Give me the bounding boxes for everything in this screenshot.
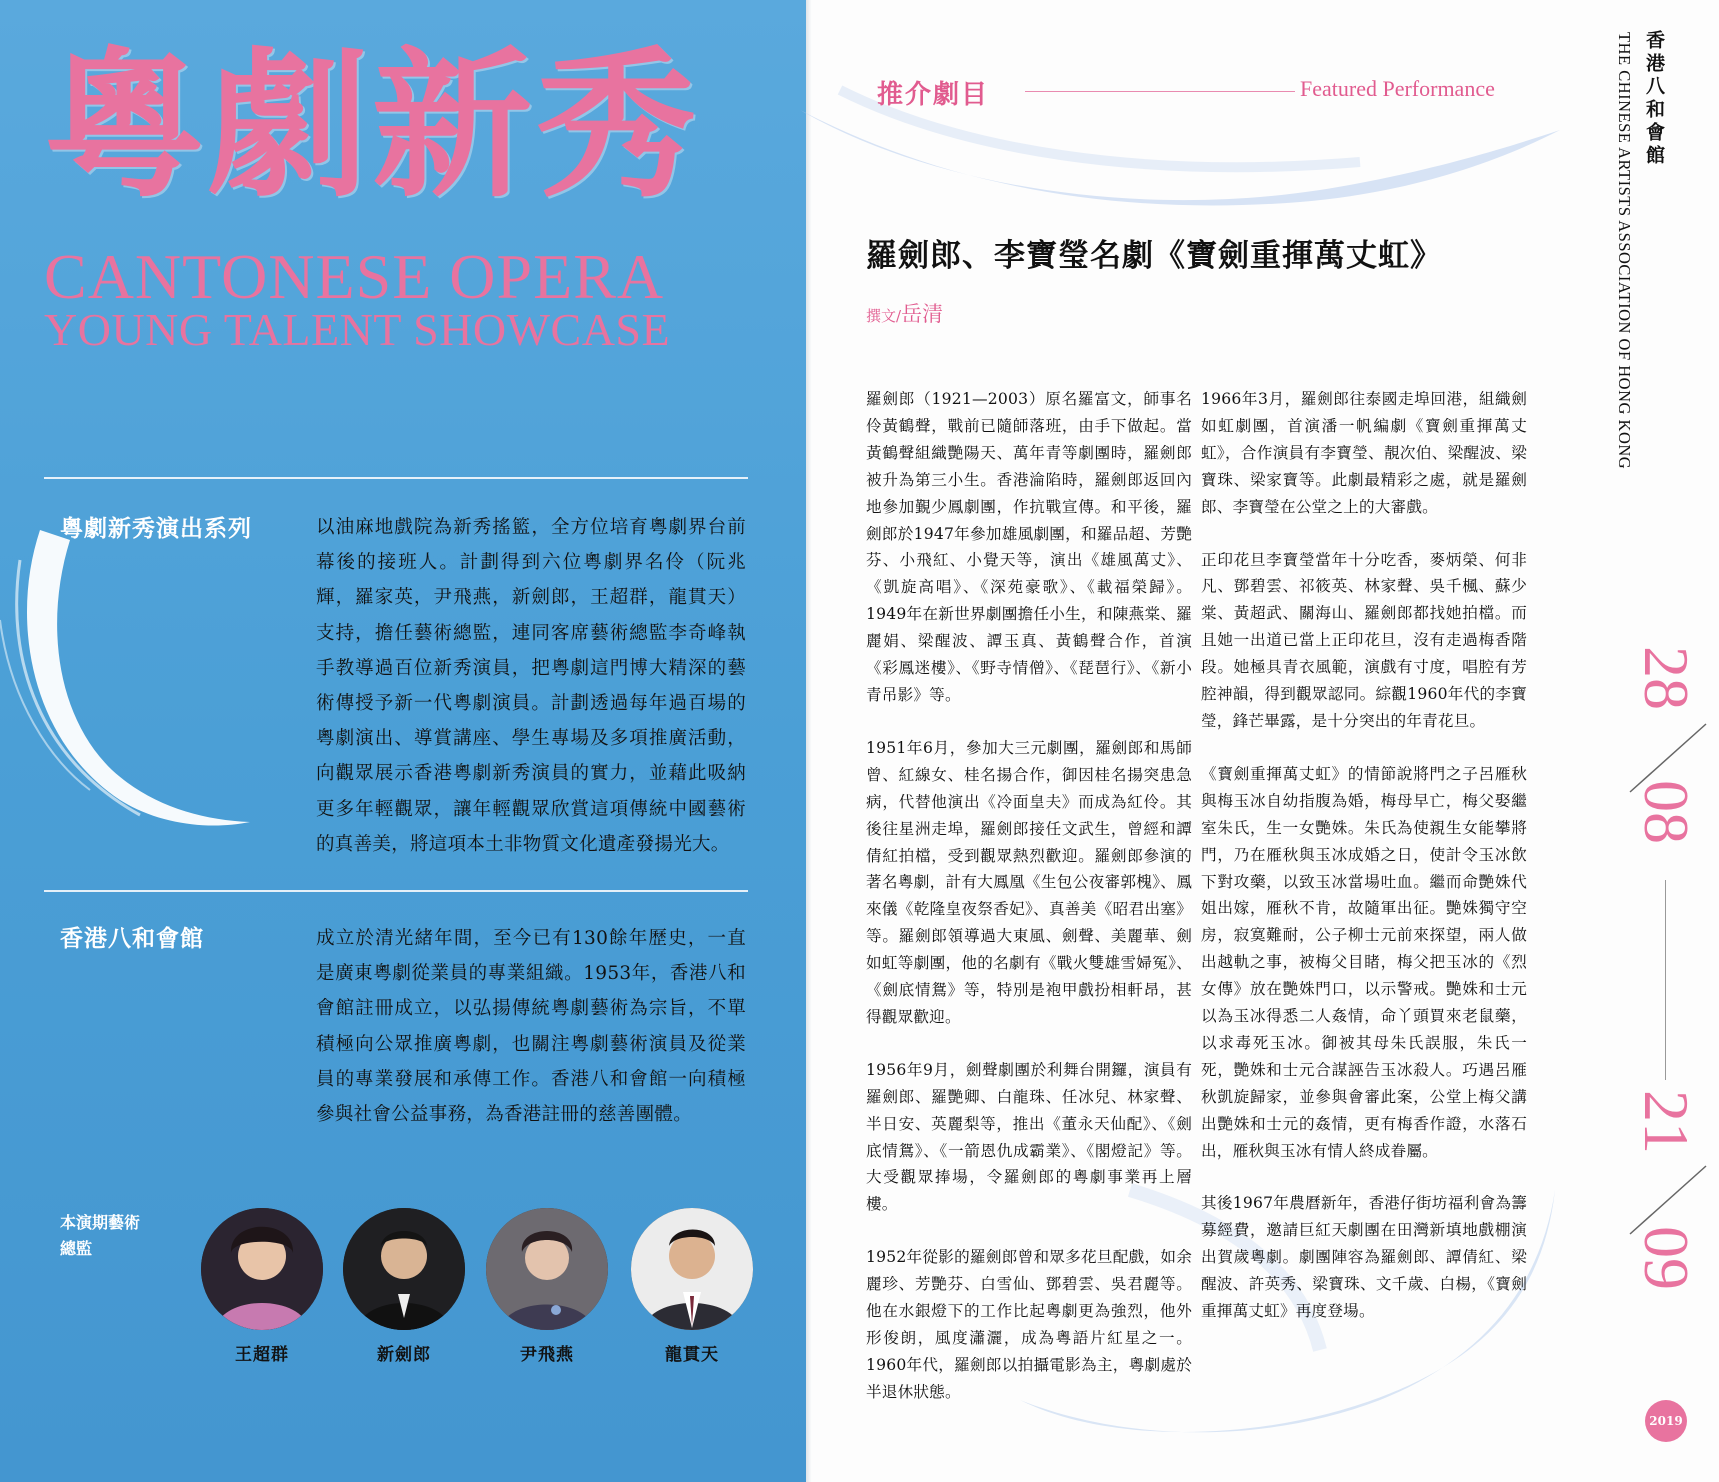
article-paragraph: 1952年從影的羅劍郎曾和眾多花旦配戲，如余麗珍、芳艷芬、白雪仙、鄧碧雲、吳君麗等。他在水銀燈下的工作比起粵劇更為強烈，他外形俊朗，風度瀟灑，成為粵語片紅星之一。1960年代，羅劍郎以拍攝電影為主，粵劇處於半退休狀態。 — [866, 1248, 1192, 1401]
article-paragraph: 羅劍郎（1921—2003）原名羅富文，師事名伶黃鶴聲，戰前已隨師落班，由手下做起。當黃鶴聲組織艷陽天、萬年青等劇團時，羅劍郎被升為第三小生。香港淪陷時，羅劍郎返回內地參加覲少鳳劇團，作抗戰宣傳。和平後，羅劍郎於1947年參加雄風劇團，和羅品超、芳艷芬、小飛紅、小覺天等，演出《雄風萬丈》、《凱旋高唱》、《深苑豪歌》、《載福榮歸》。1949年在新世界劇團擔任小生，和陳燕棠、羅麗娟、梁醒波、譚玉真、黃鶴聲合作，首演《彩鳳迷樓》、《野寺情僧》、《琵琶行》、《新小青吊影》等。 — [866, 390, 1192, 704]
director-photo-2 — [343, 1208, 465, 1330]
date-end-day: 21 — [1631, 1090, 1702, 1154]
director-photo-4 — [631, 1208, 753, 1330]
series-title-chinese: 粵劇新秀 — [44, 31, 701, 219]
date-start-month: 08 — [1631, 780, 1702, 844]
section-body-association: 成立於清光緒年間，至今已有130餘年歷史，一直是廣東粵劇從業員的專業組織。1953年，香港八和會館註冊成立，以弘揚傳統粵劇藝術為宗旨，不單積極向公眾推廣粵劇，也關注粵劇藝術演員及從業員的專業發展和承傳工作。香港八和會館一向積極參與社會公益事務，為香港註冊的慈善團體。 — [316, 928, 746, 1126]
section-body-showcase-series: 以油麻地戲院為新秀搖籃，全方位培育粵劇界台前幕後的接班人。計劃得到六位粵劇界名伶（阮兆輝，羅家英，尹飛燕，新劍郎，王超群，龍貫天）支持，擔任藝術總監，連同客席藝術總監李奇峰執手教導過百位新秀演員，把粵劇這門博大精深的藝術傳授予新一代粵劇演員。計劃透過每年過百場的粵劇演出、導賞講座、學生專場及多項推廣活動，向觀眾展示香港粵劇新秀演員的實力，並藉此吸納更多年輕觀眾，讓年輕觀眾欣賞這項傳統中國藝術的真善美，將這項本土非物質文化遺產發揚光大。 — [316, 517, 746, 855]
article-paragraph: 其後1967年農曆新年，香港仔街坊福利會為籌募經費，邀請巨紅天劇團在田灣新填地戲棚演出賀歲粵劇。劇團陣容為羅劍郎、譚倩紅、梁醒波、許英秀、梁寶珠、文千歲、白楊，《寶劍重揮萬丈虹》再度登場。 — [1201, 1194, 1527, 1321]
director-photo-1 — [201, 1208, 323, 1330]
series-title-english-line2: YOUNG TALENT SHOWCASE — [44, 304, 671, 355]
year-badge: 2019 — [1645, 1400, 1687, 1442]
artistic-directors-label: 本演期藝術總監 — [60, 1213, 141, 1258]
brush-stroke-decoration — [0, 500, 260, 860]
director-photo-3 — [486, 1208, 608, 1330]
article-paragraph: 《寶劍重揮萬丈虹》的情節說將門之子呂雁秋與梅玉冰自幼指腹為婚，梅母早亡，梅父娶繼室朱氏，生一女艷姝。朱氏為使親生女能攀將門，乃在雁秋與玉冰成婚之日，使計令玉冰飲下對攻藥，以致玉冰當場吐血。繼而命艷姝代姐出嫁，雁秋不肯，故隨軍出征。艷姝獨守空房，寂寞難耐，公子柳士元前來探望，兩人做出越軌之事，被梅父目睹，梅父把玉冰的《烈女傳》放在艷姝門口，以示警戒。艷姝和士元以為玉冰得悉二人姦情，命丫頭買來老鼠藥，以求毒死玉冰。御被其母朱氏誤服，朱氏一死，艷姝和士元合謀誣告玉冰殺人。巧遇呂雁秋凱旋歸家，並參與會審此案，公堂上梅父講出艷姝和士元的姦情，更有梅香作證，水落石出，雁秋與玉冰有情人終成眷屬。 — [1201, 764, 1527, 1160]
section-divider — [44, 477, 748, 479]
byline — [866, 298, 943, 328]
article-column-2 — [1201, 386, 1527, 1351]
section-heading-association: 香港八和會館 — [60, 925, 204, 952]
organization-name-chinese: 香港八和會館 — [1643, 30, 1665, 168]
article-paragraph: 1951年6月，參加大三元劇團，羅劍郎和馬師曾、紅線女、桂名揚合作，御因桂名揚突患急病，代替他演出《冷面皇夫》而成為紅伶。其後往星洲走埠，羅劍郎接任文武生，曾經和譚倩紅拍檔，受到觀眾熱烈歡迎。羅劍郎參演的著名粵劇，計有大鳳凰《生包公夜審郭槐》、鳳來儀《乾隆皇夜祭香妃》、真善美《昭君出塞》等。羅劍郎領導過大東風、劍聲、美麗華、劍如虹等劇團，他的名劇有《戰火雙雄雪婦冤》、《劍底情鴛》等，特別是袍甲戲扮相軒昂，甚得觀眾歡迎。 — [866, 738, 1192, 1026]
organization-name-english: THE CHINESE ARTISTS ASSOCIATION OF HONG KONG — [1615, 32, 1634, 470]
article-paragraph: 正印花旦李寶瑩當年十分吃香，麥炳榮、何非凡、鄧碧雲、祁筱英、林家聲、吳千楓、蘇少棠、黃超武、關海山、羅劍郎都找她拍檔。而且她一出道已當上正印花旦，沒有走過梅香階段。她極具青衣風範，演戲有寸度，唱腔有芳腔神韻，得到觀眾認同。綜觀1960年代的李寶瑩，鋒芒畢露，是十分突出的年青花旦。 — [1201, 550, 1527, 730]
section-tag-chinese: 推介劇目 — [877, 80, 990, 110]
article-paragraph: 1956年9月，劍聲劇團於利舞台開鑼，演員有羅劍郎、羅艷卿、白龍珠、任冰兒、林家聲、半日安、英麗梨等，推出《董永天仙配》、《劍底情鴛》、《一箭恩仇成霸業》、《閣燈記》等。大受觀眾捧場，令羅劍郎的粵劇事業再上層樓。 — [866, 1060, 1192, 1214]
date-range-dash — [1665, 880, 1666, 1080]
director-name-2: 新劍郎 — [377, 1345, 431, 1365]
director-name-4: 龍貫天 — [665, 1345, 719, 1365]
byline-author: 岳清 — [901, 302, 944, 326]
article-title: 羅劍郎、李寶瑩名劇《寶劍重揮萬丈虹》 — [866, 238, 1442, 274]
director-name-3: 尹飛燕 — [520, 1345, 574, 1365]
section-divider — [44, 890, 748, 892]
director-name-1: 王超群 — [235, 1345, 289, 1365]
section-tag-rule — [1025, 91, 1295, 92]
byline-separator: / — [896, 307, 902, 325]
section-heading-showcase-series: 粵劇新秀演出系列 — [60, 515, 252, 542]
article-paragraph: 1966年3月，羅劍郎往泰國走埠回港，組織劍如虹劇團，首演潘一帆編劇《寶劍重揮萬丈虹》，合作演員有李寶瑩、靚次伯、梁醒波、梁寶珠、梁家寶等。此劇最精彩之處，就是羅劍郎、李寶瑩在公堂之上的大審戲。 — [1201, 390, 1527, 516]
left-blue-panel — [0, 0, 806, 1482]
article-column-1 — [866, 386, 1192, 1432]
date-start-day: 28 — [1631, 646, 1702, 710]
byline-label: 撰文 — [866, 307, 897, 325]
series-title-english-line1: CANTONESE OPERA — [44, 241, 665, 312]
date-end-month: 09 — [1631, 1226, 1702, 1290]
page-fold-shadow — [806, 0, 812, 1482]
section-tag-english: Featured Performance — [1300, 76, 1495, 101]
